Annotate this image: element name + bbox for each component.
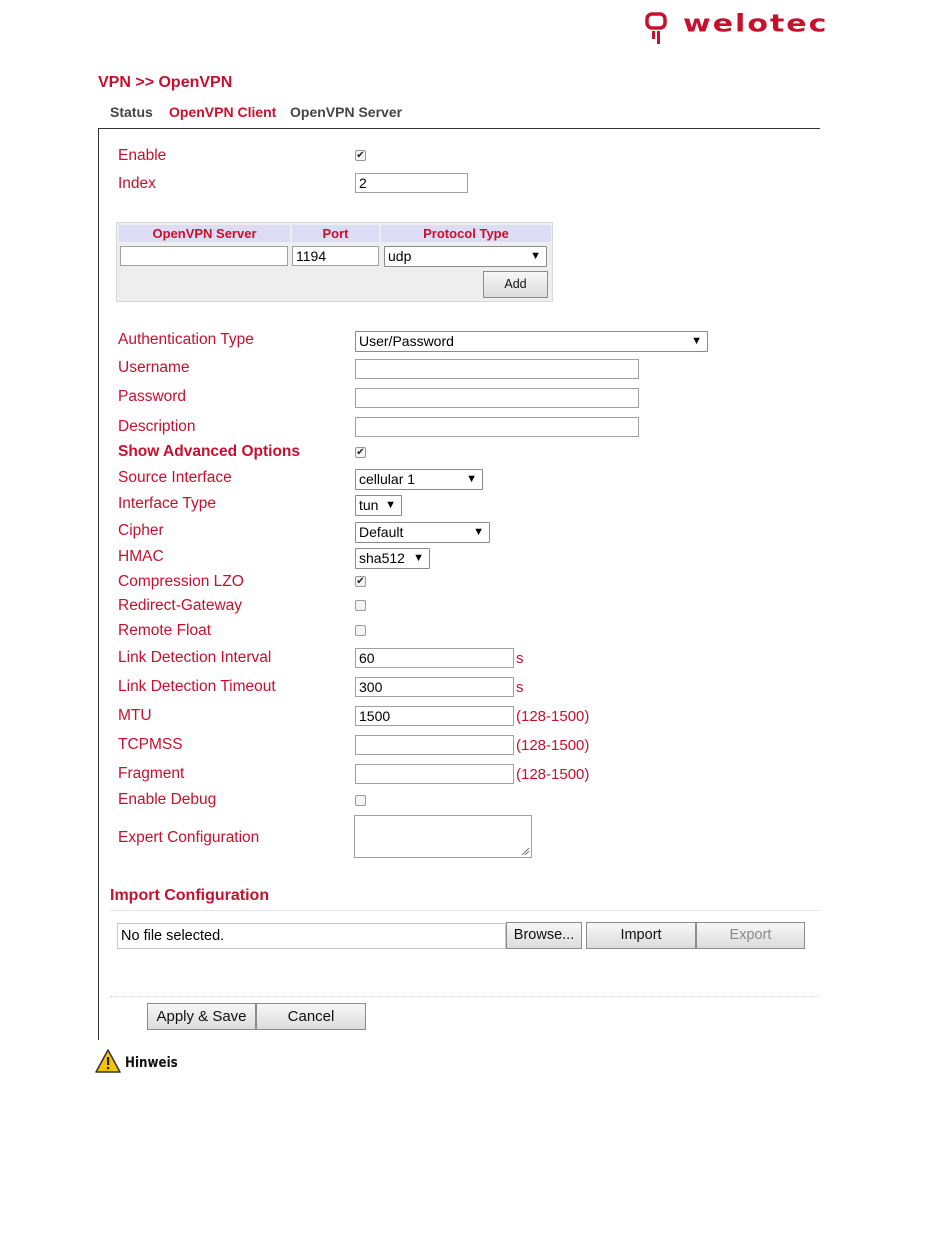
note-label: Hinweis: [125, 1055, 178, 1071]
file-status-field: No file selected.: [117, 923, 506, 949]
tcpmss-input[interactable]: [355, 735, 514, 755]
brand-logo: [645, 12, 855, 46]
compression-lzo-label: Compression LZO: [118, 573, 244, 590]
username-label: Username: [118, 359, 190, 376]
cipher-value: Default: [359, 524, 404, 540]
cipher-select[interactable]: [355, 522, 490, 543]
password-label: Password: [118, 388, 187, 405]
port-input[interactable]: 1194: [292, 246, 379, 266]
source-interface-label: Source Interface: [118, 469, 232, 486]
import-heading: Import Configuration: [110, 887, 270, 904]
password-input[interactable]: [355, 388, 639, 408]
add-button[interactable]: Add: [483, 271, 548, 298]
apply-save-button[interactable]: Apply & Save: [147, 1003, 256, 1030]
mtu-label: MTU: [118, 707, 152, 724]
link-interval-unit: s: [516, 650, 524, 667]
fragment-range: (128-1500): [516, 766, 590, 783]
resize-grip-icon[interactable]: [521, 847, 530, 856]
link-timeout-unit: s: [516, 679, 524, 696]
logo-mark-icon: [645, 12, 667, 46]
logo-text: welotec: [683, 10, 829, 38]
link-timeout-input[interactable]: 300: [355, 677, 514, 697]
remote-float-checkbox[interactable]: [355, 625, 366, 636]
import-button[interactable]: Import: [586, 922, 696, 949]
mtu-input[interactable]: 1500: [355, 706, 514, 726]
enable-debug-checkbox[interactable]: [355, 795, 366, 806]
protocol-select[interactable]: [384, 246, 547, 267]
chevron-down-icon: ▼: [691, 335, 702, 347]
cancel-button[interactable]: Cancel: [256, 1003, 366, 1030]
table-header-protocol: Protocol Type: [381, 225, 551, 242]
redirect-gateway-checkbox[interactable]: [355, 600, 366, 611]
link-timeout-label: Link Detection Timeout: [118, 678, 276, 695]
index-label: Index: [118, 175, 156, 192]
chevron-down-icon: ▼: [473, 526, 484, 538]
interface-type-label: Interface Type: [118, 495, 216, 512]
table-header-port: Port: [292, 225, 379, 242]
compression-lzo-checkbox[interactable]: ✔: [356, 576, 365, 587]
tcpmss-range: (128-1500): [516, 737, 590, 754]
tcpmss-label: TCPMSS: [118, 736, 183, 753]
auth-type-label: Authentication Type: [118, 331, 254, 348]
tab-openvpn-server[interactable]: OpenVPN Server: [290, 104, 403, 120]
hmac-label: HMAC: [118, 548, 164, 565]
show-advanced-checkbox[interactable]: ✔: [356, 447, 365, 458]
description-input[interactable]: [355, 417, 639, 437]
export-button[interactable]: Export: [696, 922, 805, 949]
chevron-down-icon: ▼: [466, 473, 477, 485]
page-title: VPN >> OpenVPN: [98, 74, 233, 91]
enable-label: Enable: [118, 147, 167, 164]
hmac-value: sha512: [359, 550, 405, 566]
enable-debug-label: Enable Debug: [118, 791, 217, 808]
mtu-range: (128-1500): [516, 708, 590, 725]
panel-left-border: [98, 128, 99, 1040]
index-input[interactable]: 2: [355, 173, 468, 193]
link-interval-input[interactable]: 60: [355, 648, 514, 668]
show-advanced-label: Show Advanced Options: [118, 443, 300, 460]
interface-type-value: tun: [359, 497, 379, 513]
fragment-label: Fragment: [118, 765, 185, 782]
openvpn-server-input[interactable]: [120, 246, 288, 266]
chevron-down-icon: ▼: [530, 250, 541, 262]
chevron-down-icon: ▼: [385, 499, 396, 511]
chevron-down-icon: ▼: [413, 552, 424, 564]
link-interval-label: Link Detection Interval: [118, 649, 272, 666]
hmac-select[interactable]: [355, 548, 430, 569]
expert-config-label: Expert Configuration: [118, 829, 260, 846]
auth-type-value: User/Password: [359, 333, 454, 349]
interface-type-select[interactable]: [355, 495, 402, 516]
actions-divider: [110, 996, 820, 997]
description-label: Description: [118, 418, 196, 435]
protocol-value: udp: [388, 248, 412, 264]
tab-status[interactable]: Status: [110, 104, 153, 120]
remote-float-label: Remote Float: [118, 622, 212, 639]
fragment-input[interactable]: [355, 764, 514, 784]
enable-checkbox[interactable]: ✔: [356, 150, 365, 161]
username-input[interactable]: [355, 359, 639, 379]
warning-icon: [95, 1049, 121, 1073]
expert-config-textarea[interactable]: [354, 815, 532, 858]
redirect-gateway-label: Redirect-Gateway: [118, 597, 243, 614]
source-interface-value: cellular 1: [359, 471, 416, 487]
import-divider: [110, 910, 820, 911]
tab-openvpn-client[interactable]: OpenVPN Client: [169, 104, 277, 120]
table-header-server: OpenVPN Server: [119, 225, 290, 242]
panel-top-border: [98, 128, 820, 129]
cipher-label: Cipher: [118, 522, 164, 539]
auth-type-select[interactable]: [355, 331, 708, 352]
source-interface-select[interactable]: [355, 469, 483, 490]
browse-button[interactable]: Browse...: [506, 922, 582, 949]
